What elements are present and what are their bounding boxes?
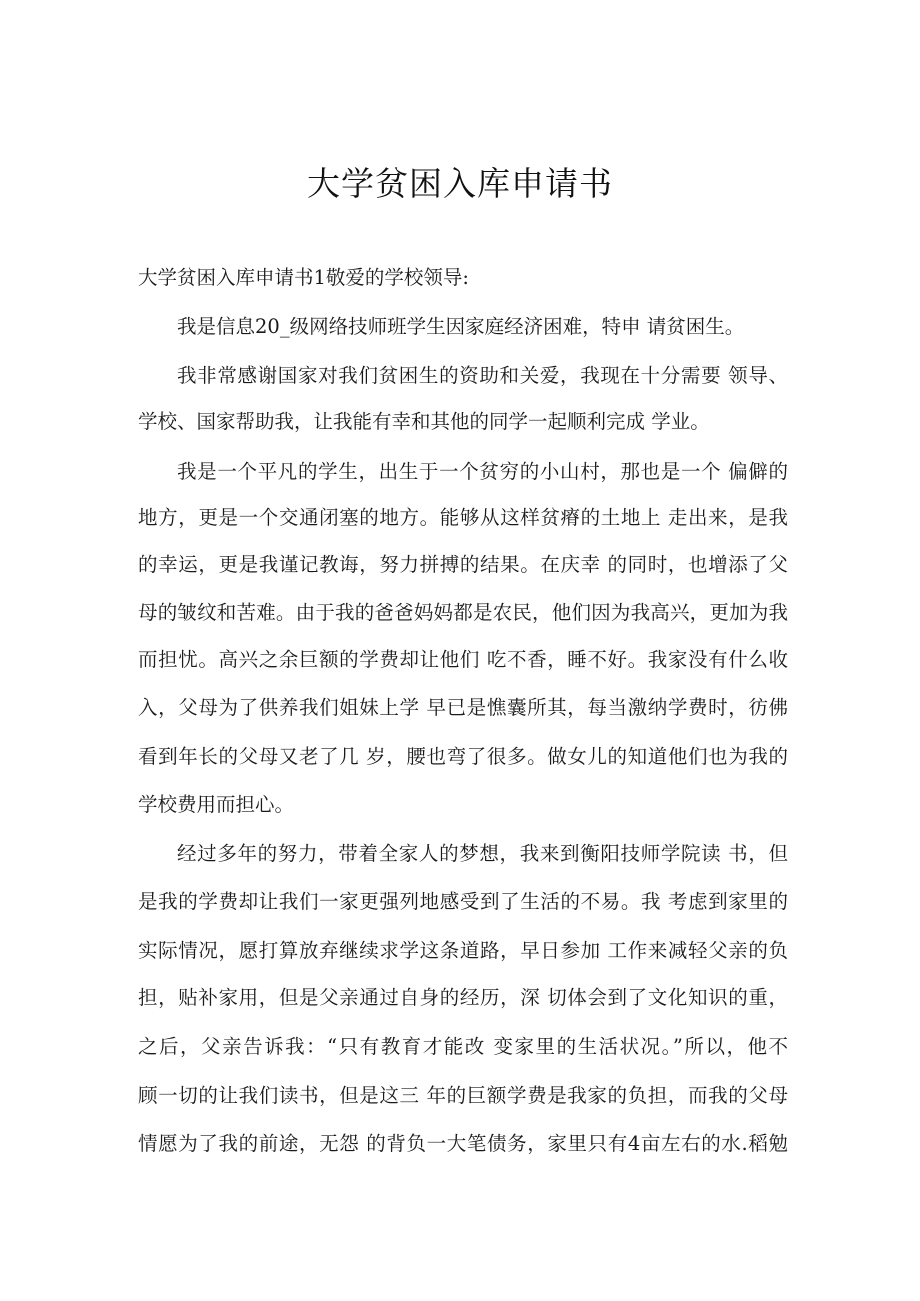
- paragraph-line: 而担忧。高兴之余巨额的学费却让他们 吃不香，睡不好。我家没有什么收: [138, 648, 788, 671]
- salutation-line: 大学贫困入库申请书1敬爱的学校领导:: [138, 266, 469, 289]
- paragraph-line: 之后，父亲告诉我：“只有教育才能改 变家里的生活状况。”所以，他不: [138, 1035, 788, 1058]
- paragraph-line: 顾一切的让我们读书，但是这三 年的巨额学费是我家的负担，而我的父母: [138, 1084, 788, 1107]
- paragraph-line: 母的皱纹和苦难。由于我的爸爸妈妈都是农民，他们因为我高兴，更加为我: [138, 601, 788, 624]
- paragraph-line: 担，贴补家用，但是父亲通过自身的经历，深 切体会到了文化知识的重，: [138, 986, 788, 1009]
- paragraph-line: 我非常感谢国家对我们贫困生的资助和关爱，我现在十分需要 领导、: [177, 364, 788, 387]
- paragraph-line: 学校、国家帮助我，让我能有幸和其他的同学一起顺利完成 学业。: [138, 410, 710, 433]
- paragraph-line: 的幸运，更是我谨记教诲，努力拼搏的结果。在庆幸 的同时，也增添了父: [138, 553, 788, 576]
- paragraph-line: 实际情况，愿打算放弃继续求学这条道路，早日参加 工作来减轻父亲的负: [138, 939, 788, 962]
- paragraph-line: 我是一个平凡的学生，出生于一个贫穷的小山村，那也是一个 偏僻的: [177, 460, 788, 483]
- paragraph-line: 我是信息20_级网络技师班学生因家庭经济困难，特申 请贫困生。: [177, 315, 745, 338]
- paragraph-line: 是我的学费却让我们一家更强列地感受到了生活的不易。我 考虑到家里的: [138, 890, 788, 913]
- paragraph-line: 学校费用而担心。: [138, 793, 295, 816]
- paragraph-line: 入，父母为了供养我们姐妹上学 早已是憔囊所其，每当激纳学费时，彷佛: [138, 696, 788, 719]
- page-title: 大学贫困入库申请书: [307, 164, 613, 203]
- paragraph-line: 情愿为了我的前途，无怨 的背负一大笔债务，家里只有4亩左右的水.稻勉: [138, 1132, 788, 1155]
- paragraph-line: 看到年长的父母又老了几 岁，腰也弯了很多。做女儿的知道他们也为我的: [138, 745, 788, 768]
- paragraph-line: 地方，更是一个交通闭塞的地方。能够从这样贫瘠的土地上 走出来，是我: [138, 506, 788, 529]
- paragraph-line: 经过多年的努力，带着全家人的梦想，我来到衡阳技师学院读 书，但: [177, 842, 788, 865]
